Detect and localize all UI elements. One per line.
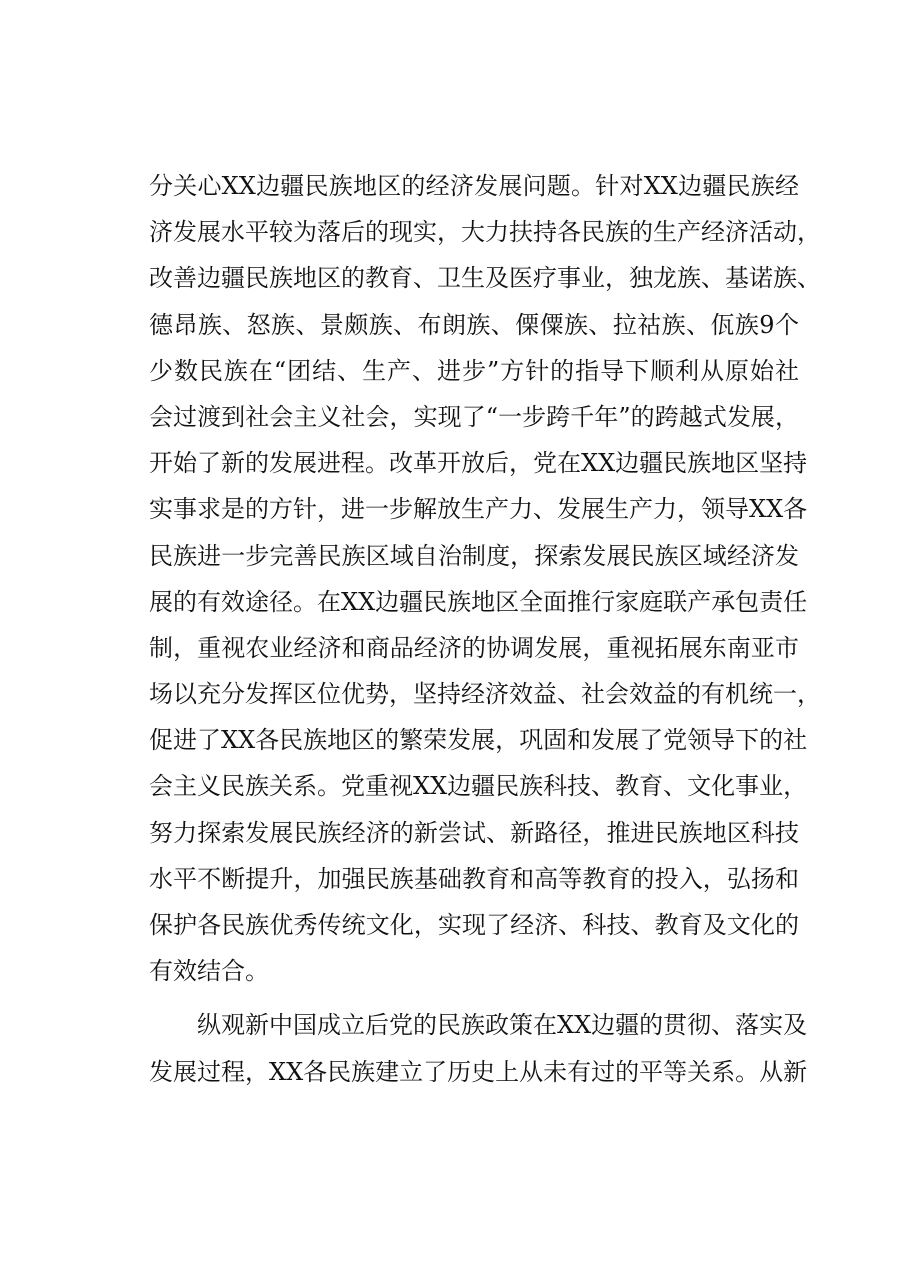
text-line: 开始了新的发展进程。改革开放后，党在XX边疆民族地区坚持 <box>149 449 808 478</box>
text-line: 场以充分发挥区位优势，坚持经济效益、社会效益的有机统一， <box>149 680 821 709</box>
text-line: 改善边疆民族地区的教育、卫生及医疗事业，独龙族、基诺族、 <box>149 264 821 293</box>
text-line: 会过渡到社会主义社会，实现了“一步跨千年”的跨越式发展， <box>149 402 799 431</box>
text-line: 有效结合。 <box>149 957 269 986</box>
text-line: 德昂族、怒族、景颇族、布朗族、傈僳族、拉祜族、佤族9个 <box>149 310 799 339</box>
text-line: 努力探索发展民族经济的新尝试、新路径，推进民族地区科技 <box>149 818 799 847</box>
text-line: 会主义民族关系。党重视XX边疆民族科技、教育、文化事业， <box>149 772 808 801</box>
text-line: 发展过程，XX各民族建立了历史上从未有过的平等关系。从新 <box>149 1057 808 1086</box>
paragraph-2 <box>149 1002 808 1094</box>
text-line: 民族进一步完善民族区域自治制度，探索发展民族区域经济发 <box>149 541 799 570</box>
paragraph-1 <box>149 163 821 994</box>
text-line: 促进了XX各民族地区的繁荣发展，巩固和发展了党领导下的社 <box>149 726 808 755</box>
text-line: 制，重视农业经济和商品经济的协调发展，重视拓展东南亚市 <box>149 633 799 662</box>
text-line: 纵观新中国成立后党的民族政策在XX边疆的贯彻、落实及 <box>149 1011 808 1040</box>
text-line: 保护各民族优秀传统文化，实现了经济、科技、教育及文化的 <box>149 911 799 939</box>
text-line: 展的有效途径。在XX边疆民族地区全面推行家庭联产承包责任 <box>149 587 808 616</box>
text-line: 少数民族在“团结、生产、进步”方针的指导下顺利从原始社 <box>149 356 799 385</box>
text-line: 济发展水平较为落后的现实，大力扶持各民族的生产经济活动， <box>149 218 821 247</box>
body-text <box>149 163 821 1095</box>
paragraph-spacer <box>149 994 799 1002</box>
text-line: 分关心XX边疆民族地区的经济发展问题。针对XX边疆民族经 <box>149 172 799 200</box>
text-line: 实事求是的方针，进一步解放生产力、发展生产力，领导XX各 <box>149 495 808 524</box>
text-line: 水平不断提升，加强民族基础教育和高等教育的投入，弘扬和 <box>149 864 799 893</box>
